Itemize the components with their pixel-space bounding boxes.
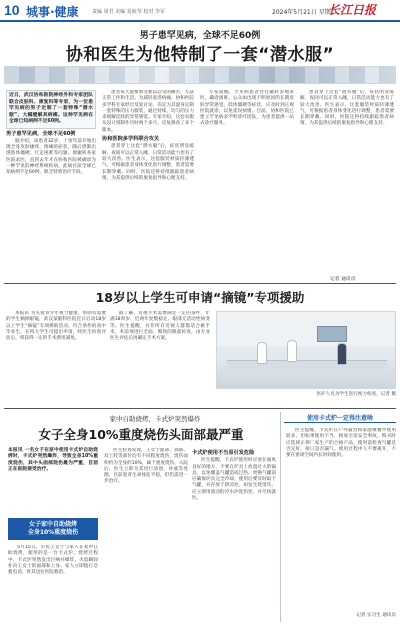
story4-credit: 记者 实习生 通讯员	[356, 613, 396, 618]
editor-credits: 责编 周君 美编 易航琴 校对 李军	[92, 9, 165, 15]
story1-column-1	[6, 90, 96, 274]
story3-column-2	[104, 448, 188, 621]
story3-col3-text: 医生提醒，卡式炉使用时应放在通风良好的地方，不要在炉具上放置过大的锅具，以免覆盖气罐造成过热。更换气罐前应确保炉具完全冷却，使用后要及时取下气罐，并存放于阴凉处。如发生烧烫伤，应立即用流动的冷水冲洗伤处，并尽快就医。	[192, 458, 276, 502]
story3-kicker: 家中自助烧烤，卡式炉突然爆炸	[109, 415, 201, 423]
newspaper-logo: 长江日报	[328, 3, 377, 17]
story3-subhead-line1: 女子家中自助烧烤	[28, 521, 77, 528]
story4-text: 医生提醒，卡式炉在户外露营和家庭聚餐中使用较多，但如果使用不当，极易引发安全事故。购买时应选择正规厂家生产的合格产品，使用前检查气罐是否完好，接口是否漏气。使用过程中人不要离开，不要在密闭空间内长时间使用。	[286, 428, 396, 459]
story4-title: 使用卡式炉一定得注意啥	[306, 415, 373, 422]
story1-col3-text: 专家提醒，罕见病患者往往辗转多地求医，确诊困难。公众如出现不明原因的长期皮肤异常感觉、肢体僵硬等症状，应及时到正规医院就诊，以免延误病情。目前，协和医院已建立罕见病多学科诊疗团队，为患者提供一站式诊疗服务。	[200, 90, 294, 127]
story1-column-3	[200, 90, 294, 274]
story1-col2-text: 患者每天都要承受难以忍受的痛苦，无法正常工作和生活。为减轻患者病痛，协和医院多学科专家经过反复讨论，决定为其量身定制一套特殊的压力服装，通过持续、均匀的压力来缓解皮肤的异常感觉。专家介绍，这套衣服从设计到制作历时两个多月，反复修改了多个版本。	[102, 90, 194, 133]
story2-column-2	[110, 311, 210, 407]
masthead	[0, 0, 400, 22]
story3-column-1	[8, 545, 98, 621]
story1-intro: 近日，武汉协和医院神经外科专家团队联合皮肤科、康复科等专家，为一位患罕见病的男子定制了一套特殊“潜水服”，大幅缓解其病痛。这种罕见病在全球已知病例不足60例。	[6, 90, 96, 129]
story3-column-3	[192, 448, 276, 621]
story3-intro: 本报讯 一名女子在家中使用卡式炉自助烧烤时，卡式炉突然爆炸，导致全身10%重度烧伤，其中头面部烧伤最为严重，目前正在医院接受治疗。	[8, 448, 98, 473]
story3-subhead-col2: 卡式炉使用不当易引发危险	[192, 450, 255, 456]
story1-kicker: 男子患罕见病，全球不足60例	[139, 31, 261, 41]
story2-col2-text: 据了解，近视手术需要满足一定的条件，年满18周岁、近两年度数稳定、眼部无活动性病变等。医生提醒，并非所有近视人群都适合做手术，术前须进行全面、细致的眼部检查，由专业医生评估后再确定手术方案。	[110, 311, 210, 342]
story4-column	[286, 428, 396, 610]
story1-column-2	[102, 90, 194, 274]
page-number: 10	[4, 2, 20, 18]
story2-photo-caption: 医护人员为学生进行视力检查。记者 摄	[316, 392, 396, 397]
story1-headline: 协和医生为他特制了一套“潜水服”	[65, 45, 335, 65]
column-divider	[280, 412, 281, 622]
story1-col2-more: 患者穿上这套“潜水服”后，症状明显缓解，夜间可以正常入睡，日常活动能力也有了较大改善。医生表示，这套服装材质轻薄透气，可根据患者身体变化进行调整，患者需要长期穿戴。同时，医院还将持续跟踪患者病情，为其提供后续的康复指导和心理支持。	[102, 144, 194, 181]
story3-subhead-box	[8, 518, 98, 540]
story2-photo	[216, 311, 396, 389]
section-divider-2	[4, 408, 396, 409]
story1-col1-text: 据介绍，该患者32岁，十余年前开始出现全身皮肤瘙痒、疼痛的症状，随后逐渐出现肢体僵硬、行走困难等问题。他辗转多家医院求医，直到去年才在协和医院被确诊为一种罕见的神经系统疾病。此病目前全球已知病例不足60例，缺乏特效治疗手段。	[6, 138, 96, 176]
section-divider	[4, 283, 396, 284]
issue-date: 2024年5月21日 星期二	[272, 9, 337, 16]
story1-column-4	[300, 90, 394, 272]
story1-photo	[4, 66, 396, 84]
story1-byline: 记者 通讯员	[330, 277, 356, 282]
story3-col2-text: 医生检查发现，王女士面部、颈部、双上肢等部位均有不同程度烧伤，烧伤面积约为全身的10%，属于重度烧伤。入院后，医生立即为其进行清创、补液等处理，目前患者生命体征平稳，但仍需进一步治疗。	[104, 448, 188, 485]
story1-subhead-1: 男子患罕见病，全球不足60例	[6, 130, 76, 137]
story1-subhead-2: 协和医院多学科联合攻关	[102, 136, 160, 143]
story3-subhead-line2: 全身10%重度烧伤	[27, 529, 79, 536]
story3-col1-text: 5月15日，市民王女士与家人在家中自助烧烤，使用的是一台卡式炉。烧烤过程中，卡式炉突然发出巨响并爆炸，火焰瞬间扑向王女士的面部和上身。家人立即拨打急救电话，将其送往医院救治。	[8, 545, 98, 576]
story2-column-1	[6, 311, 106, 407]
story1-col4-text: 患者穿上这套“潜水服”后，症状明显缓解，夜间可以正常入睡，日常活动能力也有了较大改善。医生表示，这套服装材质轻薄透气，可根据患者身体变化进行调整，患者需要长期穿戴。同时，医院还将持续跟踪患者病情，为其提供后续的康复指导和心理支持。	[300, 90, 394, 127]
section-title: 城事·健康	[26, 5, 79, 19]
story2-headline: 18岁以上学生可申请“摘镜”专项援助	[95, 290, 305, 305]
story3-headline: 女子全身10%重度烧伤头面部最严重	[38, 427, 244, 442]
story2-col1-text: 本报讯 为关爱青少年视力健康，帮助有需要的学生摘掉眼镜，武汉某眼科医院近日启动18岁以上学生“摘镜”专项援助活动。符合条件的高中毕业生、在校大学生可提出申请，经医生检查评估后，将获得一定的手术费用减免。	[6, 311, 106, 342]
